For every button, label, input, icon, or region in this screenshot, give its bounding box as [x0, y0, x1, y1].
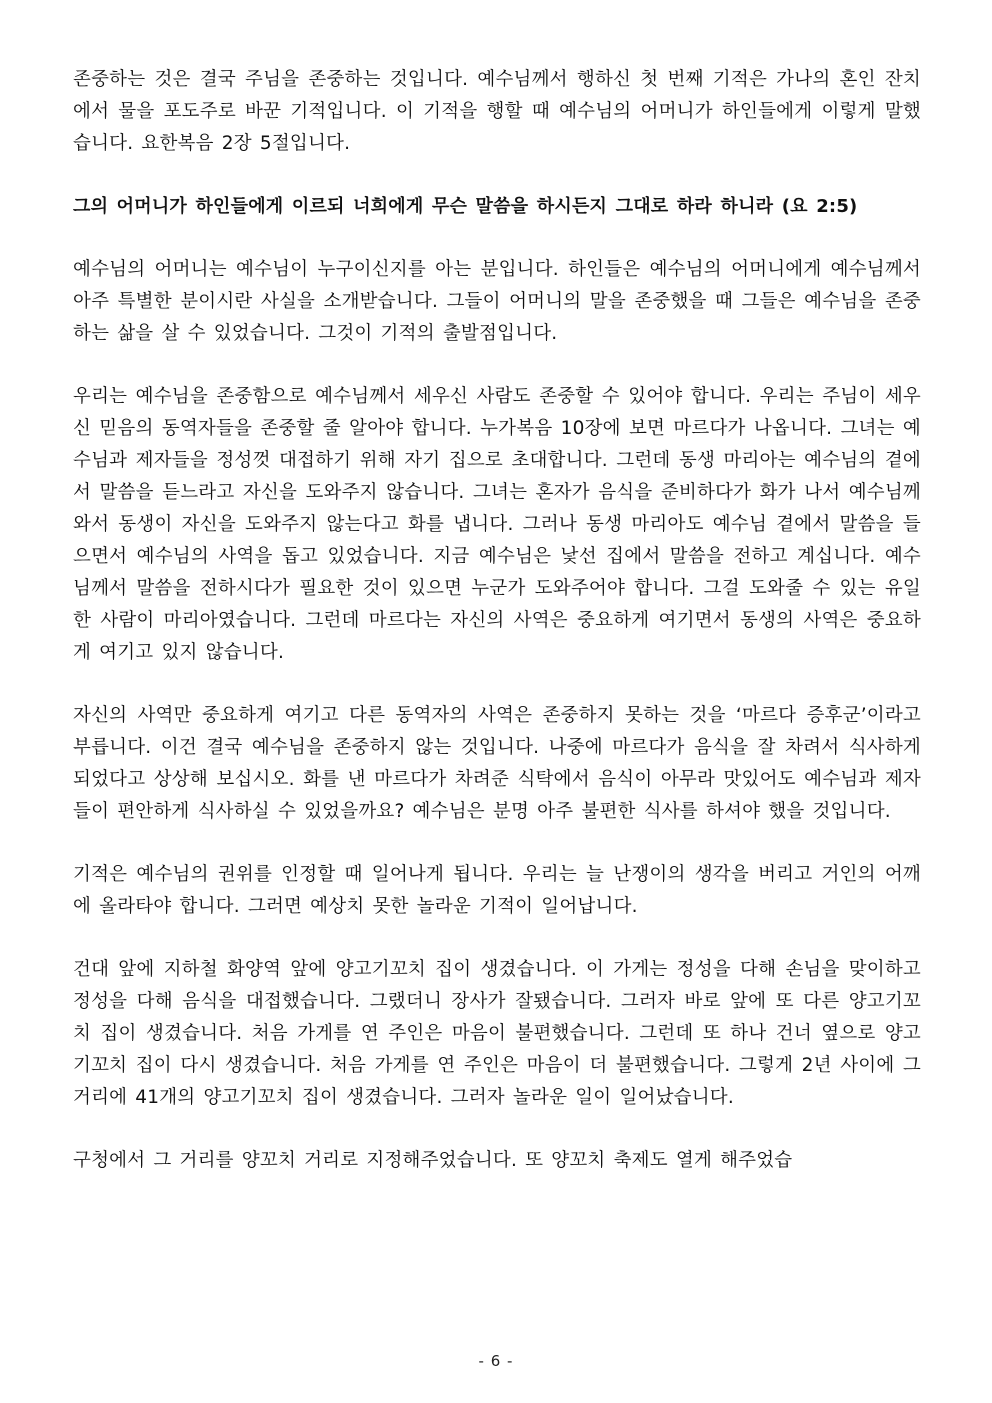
- paragraph-respect: 존중하는 것은 결국 주님을 존중하는 것입니다. 예수님께서 행하신 첫 번째 기적은 가나의 혼인 잔치에서 물을 포도주로 바꾼 기적입니다. 이 기적을 행할 때 예수님의 어머니가 하인들에게 이렇게 말했습니다. 요한복음 2장 5절입니다.: [73, 69, 921, 154]
- paragraph-martha-syndrome: 자신의 사역만 중요하게 여기고 다른 동역자의 사역은 존중하지 못하는 것을 ‘마르다 증후군’이라고 부릅니다. 이건 결국 예수님을 존중하지 않는 것입니다. 나중에 마르다가 음식을 잘 차려서 식사하게 되었다고 상상해 보십시오. 화를 낸 마르다가 차려준 식탁에서 음식이 아무라 맛있어도 예수님과 제자들이 편안하게 식사하실 수 있었을까요? 예수님은 분명 아주 불편한 식사를 하셔야 했을 것입니다.: [73, 705, 921, 822]
- paragraph-district-office: 구청에서 그 거리를 양꼬치 거리로 지정해주었습니다. 또 양꼬치 축제도 열게 해주었습: [73, 1150, 793, 1171]
- paragraph-martha: 우리는 예수님을 존중함으로 예수님께서 세우신 사람도 존중할 수 있어야 합니다. 우리는 주님이 세우신 믿음의 동역자들을 존중할 줄 알아야 합니다. 누가복음 10장에 보면 마르다가 나옵니다. 그녀는 예수님과 제자들을 정성껏 대접하기 위해 자기 집으로 초대합니다. 그런데 동생 마리아는 예수님의 곁에서 말씀을 듣느라고 자신을 도와주지 않습니다. 그녀는 혼자가 음식을 준비하다가 화가 나서 예수님께 와서 동생이 자신을 도와주지 않는다고 화를 냅니다. 그러나 동생 마리아도 예수님 곁에서 말씀을 들으면서 예수님의 사역을 돕고 있었습니다. 지금 예수님은 낯선 집에서 말씀을 전하고 계십니다. 예수님께서 말씀을 전하시다가 필요한 것이 있으면 누군가 도와주어야 합니다. 그걸 도와줄 수 있는 유일한 사람이 마리아였습니다. 그런데 마르다는 자신의 사역은 중요하게 여기면서 동생의 사역은 중요하게 여기고 있지 않습니다.: [73, 386, 921, 663]
- scripture-quote: 그의 어머니가 하인들에게 이르되 너희에게 무슨 말씀을 하시든지 그대로 하라 하니라 (요 2:5): [73, 196, 858, 217]
- paragraph-lamb-skewer: 건대 앞에 지하철 화양역 앞에 양고기꼬치 집이 생겼습니다. 이 가게는 정성을 다해 손님을 맞이하고 정성을 다해 음식을 대접했습니다. 그랬더니 장사가 잘됐습니다. 그러자 바로 앞에 또 다른 양고기꼬치 집이 생겼습니다. 처음 가게를 연 주인은 마음이 불편했습니다. 그런데 또 하나 건너 옆으로 양고기꼬치 집이 다시 생겼습니다. 처음 가게를 연 주인은 마음이 더 불편했습니다. 그렇게 2년 사이에 그 거리에 41개의 양고기꼬치 집이 생겼습니다. 그러자 놀라운 일이 일어났습니다.: [73, 959, 921, 1108]
- paragraph-miracle: 기적은 예수님의 권위를 인정할 때 일어나게 됩니다. 우리는 늘 난쟁이의 생각을 버리고 거인의 어깨에 올라타야 합니다. 그러면 예상치 못한 놀라운 기적이 일어납니다.: [73, 864, 921, 917]
- document-page: [73, 64, 921, 1208]
- paragraph-mother: 예수님의 어머니는 예수님이 누구이신지를 아는 분입니다. 하인들은 예수님의 어머니에게 예수님께서 아주 특별한 분이시란 사실을 소개받습니다. 그들이 어머니의 말을 존중했을 때 그들은 예수님을 존중하는 삶을 살 수 있었습니다. 그것이 기적의 출발점입니다.: [73, 259, 921, 344]
- page-number: - 6 -: [478, 1352, 514, 1370]
